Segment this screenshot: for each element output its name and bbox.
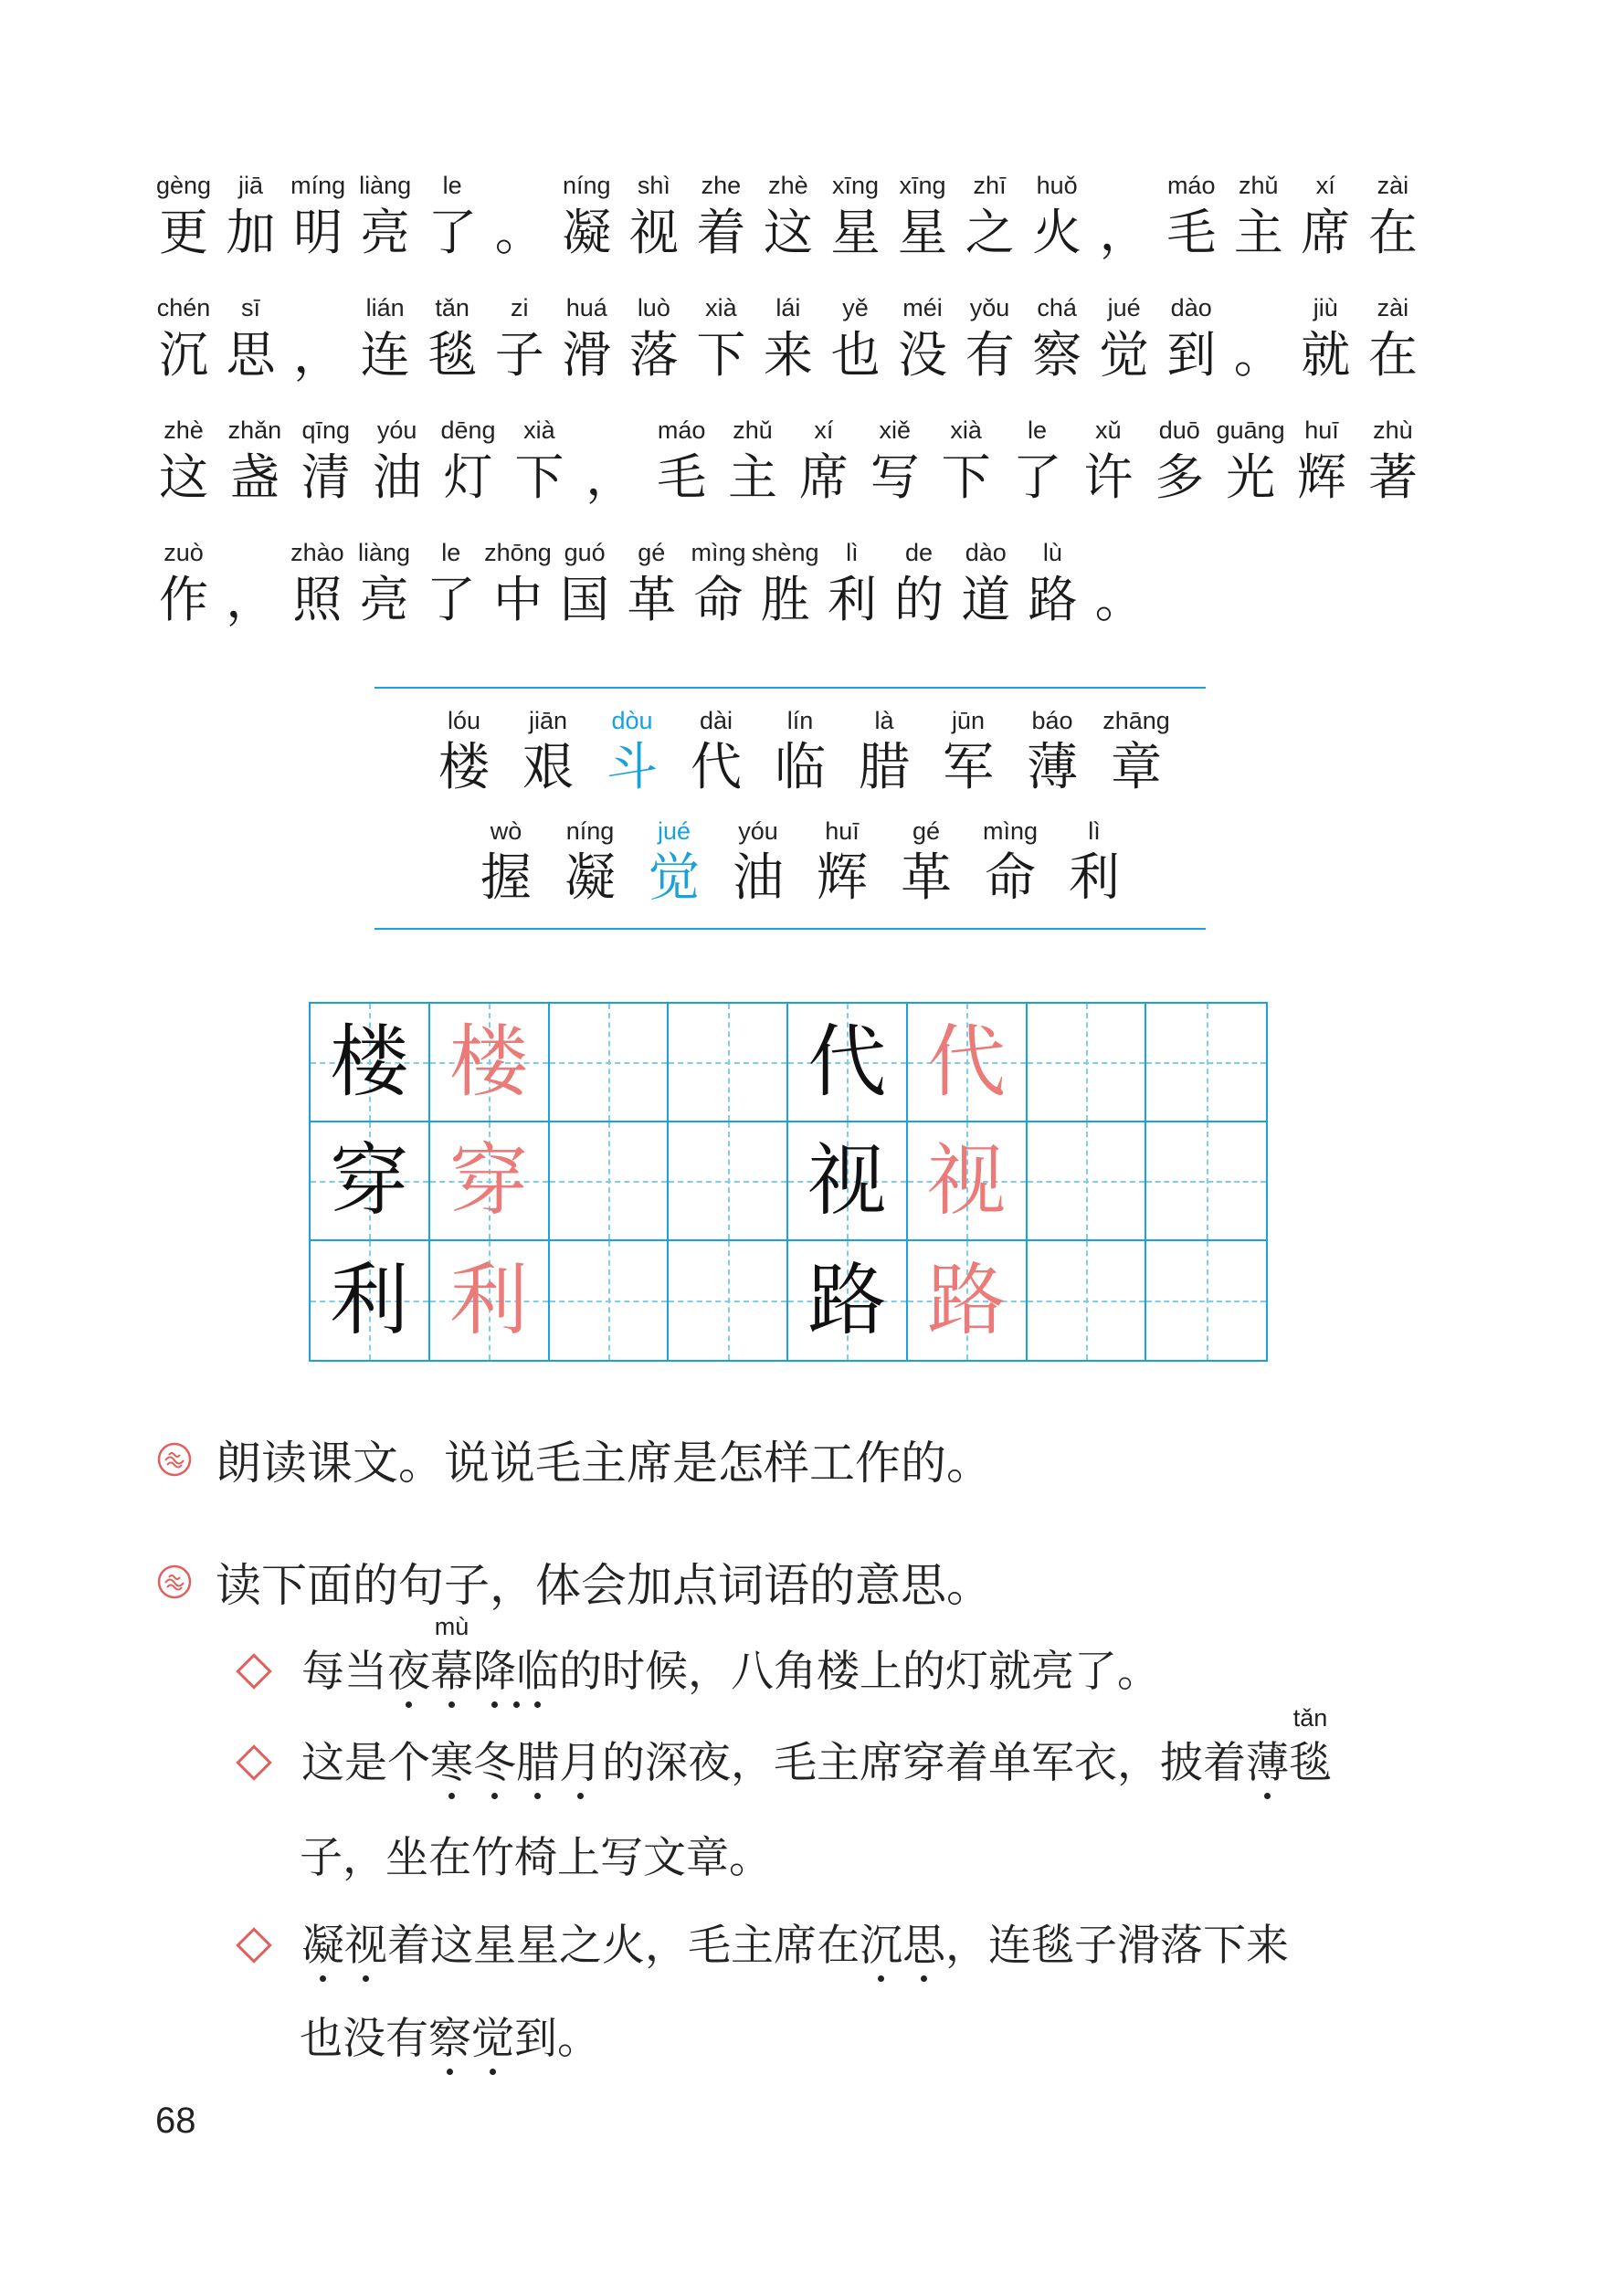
passage-char: gé 革: [627, 539, 677, 628]
diamond-bullet-icon: [236, 1927, 272, 1964]
passage-char: qīng 清: [301, 416, 351, 506]
passage-char: zhào 照: [290, 539, 344, 628]
grid-cell: [669, 1241, 788, 1360]
passage-char: zhè 这: [159, 416, 208, 506]
passage-char: máo 毛: [657, 416, 707, 506]
grid-cell: [1146, 1004, 1266, 1122]
grid-cell: [788, 1004, 908, 1122]
sentence-2-text: 这是个寒冬腊月的深夜，毛主席穿着单军衣，披着薄 tǎn 毯: [301, 1735, 1332, 1792]
new-char: lín 临: [775, 707, 826, 797]
passage-char: liàng 亮: [359, 172, 412, 261]
passage-char: zhōng 中: [484, 539, 552, 628]
exercise-1: [157, 1427, 992, 1492]
passage-char: duō 多: [1155, 416, 1205, 506]
top-divider: [374, 687, 1206, 689]
passage-char: shì 视: [628, 172, 679, 261]
passage-char: sī 思: [226, 294, 276, 384]
passage-punctuation: 。: [494, 204, 544, 261]
new-char: lóu 楼: [438, 707, 490, 797]
passage-char: zài 在: [1367, 294, 1418, 384]
trace-character: 路: [927, 1255, 1007, 1346]
passage-char: huǒ 火: [1032, 172, 1082, 261]
dotted-word: mù 幕: [430, 1644, 473, 1701]
diamond-bullet-icon: [236, 1653, 272, 1690]
model-character: 楼: [330, 1016, 409, 1108]
exercise-marker-icon: [157, 1564, 192, 1599]
grid-cell: [1028, 1241, 1147, 1360]
passage-char: yóu 油: [372, 416, 422, 506]
passage-punctuation: ，: [1099, 204, 1149, 261]
grid-cell: [908, 1241, 1028, 1360]
sentence-3: [234, 1918, 1289, 1975]
passage-char: lián 连: [360, 294, 410, 384]
grid-cell: [311, 1122, 430, 1241]
passage-line-2: [153, 292, 1423, 387]
passage-char: le 了: [427, 172, 478, 261]
trace-character: 利: [449, 1255, 529, 1346]
new-char: huī 辉: [817, 817, 868, 908]
grid-cell: [550, 1122, 670, 1241]
grid-cell: [669, 1004, 788, 1122]
sentence-3-text: 凝视着这星星之火，毛主席在沉思，连毯子滑落下来: [301, 1918, 1289, 1975]
passage-char: mìng 命: [691, 539, 746, 628]
passage-char: liàng 亮: [358, 539, 411, 628]
passage-punctuation: ，: [226, 571, 276, 628]
passage-char: jiù 就: [1301, 294, 1351, 384]
passage-char: chén 沉: [156, 294, 211, 384]
grid-cell: [311, 1241, 430, 1360]
passage-char: máo 毛: [1166, 172, 1217, 261]
passage-char: yǒu 有: [965, 294, 1015, 384]
passage-char: xià 下: [941, 416, 991, 506]
passage-char: luò 落: [628, 294, 679, 384]
exercise-1-text: 朗读课文。说说毛主席是怎样工作的。: [216, 1437, 992, 1490]
passage-char: zhǔ 主: [728, 416, 777, 506]
sentence-2-line-2: 子，坐在竹椅上写文章。: [300, 1833, 772, 1883]
exercise-2: [157, 1549, 992, 1615]
grid-cell: [788, 1241, 908, 1360]
grid-cell: [788, 1122, 908, 1241]
ruby-word: tǎn 毯: [1289, 1704, 1332, 1788]
new-char: là 腊: [859, 707, 910, 797]
new-char: mìng 命: [982, 817, 1039, 908]
passage-char: zài 在: [1367, 172, 1418, 261]
new-char: yóu 油: [733, 817, 784, 908]
dotted-word: 凝视: [301, 1921, 387, 1971]
passage-char: zhǔ 主: [1233, 172, 1283, 261]
trace-character: 楼: [449, 1016, 529, 1108]
passage-char: huá 滑: [562, 294, 612, 384]
sentence-1-text: 每当夜 mù 幕降临的时候，八角楼上的灯就亮了。: [301, 1644, 1160, 1701]
passage-char: zhe 着: [696, 172, 746, 261]
trace-character: 视: [927, 1135, 1007, 1227]
exercise-2-text: 读下面的句子，体会加点词语的意思。: [216, 1559, 992, 1612]
passage-char: zi 子: [494, 294, 544, 384]
new-char: níng 凝: [564, 817, 616, 908]
writing-practice-grid: [309, 1002, 1268, 1362]
passage-char: shèng 胜: [751, 539, 819, 628]
new-char: jūn 军: [943, 707, 994, 797]
sentence-3-cont: [300, 2011, 600, 2068]
passage-char: xià 下: [696, 294, 746, 384]
passage-char: yě 也: [830, 294, 881, 384]
new-char: jué 觉: [649, 817, 700, 908]
passage-char: dào 道: [961, 539, 1011, 628]
passage-char: zhī 之: [965, 172, 1015, 261]
passage-char: jué 觉: [1099, 294, 1149, 384]
new-chars-row-1: [435, 705, 1170, 800]
passage-char: xí 席: [1301, 172, 1351, 261]
grid-cell: [908, 1122, 1028, 1241]
grid-cell: [430, 1241, 550, 1360]
trace-character: 代: [927, 1016, 1007, 1108]
passage-punctuation: ，: [293, 326, 343, 384]
exercise-marker-icon: [157, 1442, 192, 1477]
passage-char: míng 明: [290, 172, 346, 261]
passage-char: jiā 加: [226, 172, 276, 261]
passage-line-4: [153, 537, 1423, 632]
grid-cell: [1146, 1122, 1266, 1241]
passage-char: lì 利: [827, 539, 877, 628]
bottom-divider: [374, 928, 1206, 930]
dotted-word: 察觉: [428, 2014, 514, 2064]
model-character: 路: [807, 1255, 887, 1346]
grid-cell: [311, 1004, 430, 1122]
sentence-3-line-2: 也没有察觉到。: [300, 2011, 600, 2068]
grid-cell: [430, 1122, 550, 1241]
passage-char: chá 察: [1032, 294, 1082, 384]
passage-char: le 了: [1012, 416, 1062, 506]
new-char: dòu 斗: [607, 707, 658, 797]
grid-cell: [908, 1004, 1028, 1122]
diamond-bullet-icon: [236, 1744, 272, 1781]
grid-cell: [550, 1004, 670, 1122]
passage-char: le 了: [426, 539, 476, 628]
passage-char: gèng 更: [155, 172, 212, 261]
passage-punctuation: 。: [1233, 326, 1283, 384]
passage-char: guó 国: [560, 539, 610, 628]
passage-punctuation: ，: [585, 448, 636, 506]
passage-char: tǎn 毯: [427, 294, 478, 384]
new-char: lì 利: [1069, 817, 1120, 908]
grid-cell: [669, 1122, 788, 1241]
passage-char: xǔ 许: [1083, 416, 1134, 506]
model-character: 利: [330, 1255, 409, 1346]
passage-char: zuò 作: [159, 539, 208, 628]
passage-line-3: [153, 415, 1423, 510]
grid-cell: [1146, 1241, 1266, 1360]
model-character: 视: [807, 1135, 887, 1227]
dotted-word: 薄: [1246, 1738, 1289, 1788]
dotted-word: 夜: [387, 1644, 430, 1701]
trace-character: 穿: [449, 1135, 529, 1227]
dotted-word: 沉思: [860, 1921, 945, 1971]
sentence-2: [234, 1704, 1332, 1792]
passage-char: lái 来: [763, 294, 813, 384]
new-char: wò 握: [480, 817, 532, 908]
passage-char: lù 路: [1028, 539, 1078, 628]
passage-punctuation: 。: [1094, 571, 1145, 628]
passage-char: xí 席: [798, 416, 849, 506]
passage-char: dào 到: [1166, 294, 1217, 384]
grid-cell: [550, 1241, 670, 1360]
passage-char: xīng 星: [898, 172, 948, 261]
passage-line-1: [153, 170, 1423, 265]
passage-char: zhǎn 盏: [227, 416, 282, 506]
grid-cell: [430, 1004, 550, 1122]
passage-char: de 的: [894, 539, 944, 628]
passage-char: zhù 著: [1367, 416, 1418, 506]
passage-char: xīng 星: [830, 172, 881, 261]
passage-char: xià 下: [514, 416, 564, 506]
page-number: 68: [155, 2101, 196, 2141]
grid-cell: [1028, 1004, 1147, 1122]
sentence-2-cont: [300, 1830, 772, 1887]
model-character: 穿: [330, 1135, 409, 1227]
sentence-1: [234, 1613, 1160, 1701]
passage-char: méi 没: [898, 294, 948, 384]
passage-char: guāng 光: [1216, 416, 1285, 506]
new-char: jiān 艰: [522, 707, 574, 797]
dotted-word: 降临: [473, 1644, 559, 1701]
new-char: báo 薄: [1027, 707, 1078, 797]
dotted-word: 寒冬腊月: [430, 1738, 602, 1788]
passage-char: huī 辉: [1297, 416, 1346, 506]
model-character: 代: [807, 1016, 887, 1108]
new-char: gé 革: [901, 817, 952, 908]
passage-char: dēng 灯: [440, 416, 496, 506]
passage-char: zhè 这: [763, 172, 813, 261]
new-chars-row-2: [477, 816, 1123, 911]
new-char: dài 代: [691, 707, 742, 797]
passage-char: níng 凝: [562, 172, 612, 261]
new-char: zhāng 章: [1102, 707, 1170, 797]
grid-cell: [1028, 1122, 1147, 1241]
passage-char: xiě 写: [870, 416, 920, 506]
